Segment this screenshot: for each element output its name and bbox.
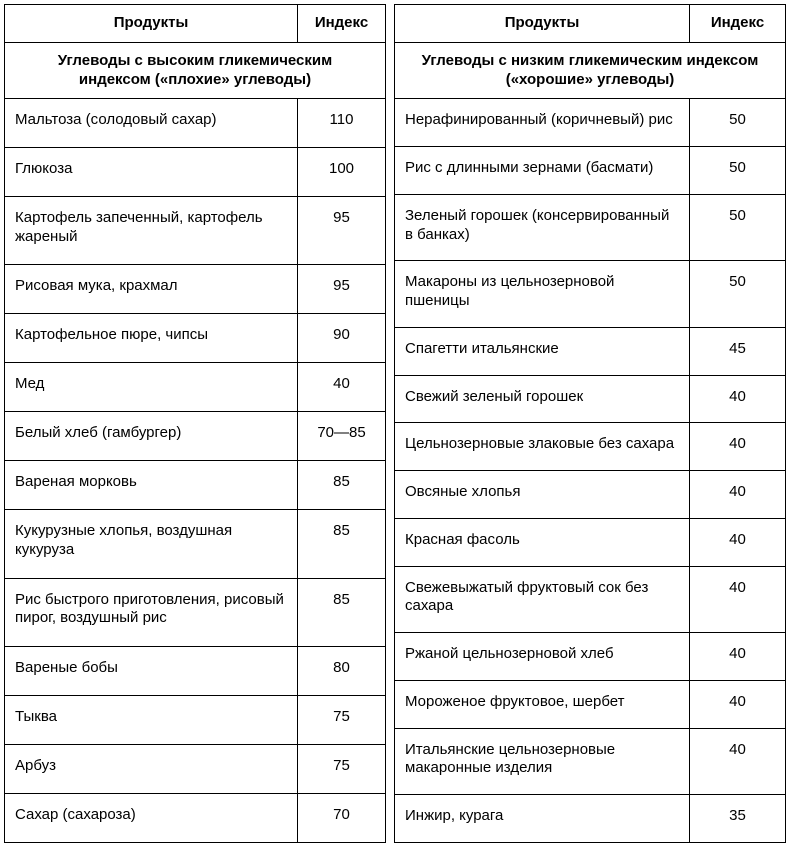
high-gi-table-header [5, 5, 386, 99]
table-row [5, 197, 386, 265]
table-row [5, 646, 386, 695]
index-cell: 70—85 [298, 412, 386, 461]
high-gi-table [4, 4, 386, 843]
index-cell: 40 [690, 566, 786, 633]
index-cell: 50 [690, 261, 786, 328]
table-row [395, 99, 786, 147]
table-row [395, 147, 786, 195]
product-cell: Цельнозерновые злаковые без сахара [395, 423, 690, 471]
index-cell: 75 [298, 744, 386, 793]
column-header-row [5, 5, 386, 43]
table-row [5, 510, 386, 578]
table-row [5, 148, 386, 197]
table-row [5, 363, 386, 412]
product-cell: Инжир, курага [395, 795, 690, 843]
index-cell: 50 [690, 147, 786, 195]
index-cell: 40 [690, 680, 786, 728]
product-cell: Рис быстрого приготовления, рисовый пирог, воздушный рис [5, 578, 298, 646]
column-header-index: Индекс [690, 5, 786, 43]
product-cell: Ржаной цельнозерновой хлеб [395, 633, 690, 681]
index-cell: 40 [690, 728, 786, 795]
table-row [5, 578, 386, 646]
product-cell: Вареная морковь [5, 461, 298, 510]
product-cell: Тыква [5, 695, 298, 744]
index-cell: 90 [298, 314, 386, 363]
index-cell: 40 [298, 363, 386, 412]
product-cell: Мальтоза (солодовый сахар) [5, 99, 298, 148]
product-cell: Сахар (сахароза) [5, 793, 298, 842]
product-cell: Мороженое фруктовое, шербет [395, 680, 690, 728]
table-row [395, 471, 786, 519]
index-cell: 85 [298, 461, 386, 510]
index-cell: 85 [298, 578, 386, 646]
table-row [5, 744, 386, 793]
product-cell: Белый хлеб (гамбургер) [5, 412, 298, 461]
low-gi-table-header [395, 5, 786, 99]
table-row [5, 695, 386, 744]
index-cell: 80 [298, 646, 386, 695]
product-cell: Рисовая мука, крахмал [5, 265, 298, 314]
high-gi-table-body [5, 99, 386, 843]
table-row [5, 314, 386, 363]
table-row [5, 461, 386, 510]
product-cell: Овсяные хлопья [395, 471, 690, 519]
index-cell: 40 [690, 375, 786, 423]
table-row [395, 194, 786, 261]
index-cell: 95 [298, 197, 386, 265]
table-row [395, 261, 786, 328]
table-row [5, 265, 386, 314]
product-cell: Свежий зеленый горошек [395, 375, 690, 423]
table-row [395, 375, 786, 423]
product-cell: Спагетти итальянские [395, 327, 690, 375]
table-row [5, 99, 386, 148]
product-cell: Итальянские цельнозерновые макаронные изделия [395, 728, 690, 795]
product-cell: Арбуз [5, 744, 298, 793]
table-row [395, 728, 786, 795]
index-cell: 40 [690, 471, 786, 519]
index-cell: 40 [690, 423, 786, 471]
index-cell: 40 [690, 633, 786, 681]
product-cell: Красная фасоль [395, 518, 690, 566]
section-title-low-gi: Углеводы с низким гликемическим индексом («хорошие» углеводы) [395, 42, 786, 99]
table-row [395, 566, 786, 633]
product-cell: Глюкоза [5, 148, 298, 197]
index-cell: 40 [690, 518, 786, 566]
index-cell: 35 [690, 795, 786, 843]
column-header-products: Продукты [395, 5, 690, 43]
section-title-high-gi: Углеводы с высоким гликемическим индексом («плохие» углеводы) [5, 42, 386, 99]
table-row [395, 518, 786, 566]
product-cell: Нерафинированный (коричневый) рис [395, 99, 690, 147]
index-cell: 95 [298, 265, 386, 314]
product-cell: Рис с длинными зернами (басмати) [395, 147, 690, 195]
table-row [395, 423, 786, 471]
index-cell: 100 [298, 148, 386, 197]
table-row [5, 412, 386, 461]
column-header-index: Индекс [298, 5, 386, 43]
index-cell: 75 [298, 695, 386, 744]
product-cell: Свежевыжатый фруктовый сок без сахара [395, 566, 690, 633]
index-cell: 50 [690, 99, 786, 147]
section-title-row [395, 42, 786, 99]
column-header-products: Продукты [5, 5, 298, 43]
table-row [395, 795, 786, 843]
index-cell: 45 [690, 327, 786, 375]
index-cell: 70 [298, 793, 386, 842]
product-cell: Мед [5, 363, 298, 412]
column-header-row [395, 5, 786, 43]
product-cell: Кукурузные хлопья, воздушная кукуруза [5, 510, 298, 578]
table-row [395, 327, 786, 375]
product-cell: Макароны из цельнозерновой пшеницы [395, 261, 690, 328]
section-title-row [5, 42, 386, 99]
index-cell: 110 [298, 99, 386, 148]
product-cell: Вареные бобы [5, 646, 298, 695]
index-cell: 50 [690, 194, 786, 261]
table-row [395, 633, 786, 681]
table-row [395, 680, 786, 728]
low-gi-table [394, 4, 786, 843]
index-cell: 85 [298, 510, 386, 578]
product-cell: Картофель запеченный, картофель жареный [5, 197, 298, 265]
low-gi-table-body [395, 99, 786, 843]
table-row [5, 793, 386, 842]
product-cell: Зеленый горошек (консервированный в банках) [395, 194, 690, 261]
product-cell: Картофельное пюре, чипсы [5, 314, 298, 363]
